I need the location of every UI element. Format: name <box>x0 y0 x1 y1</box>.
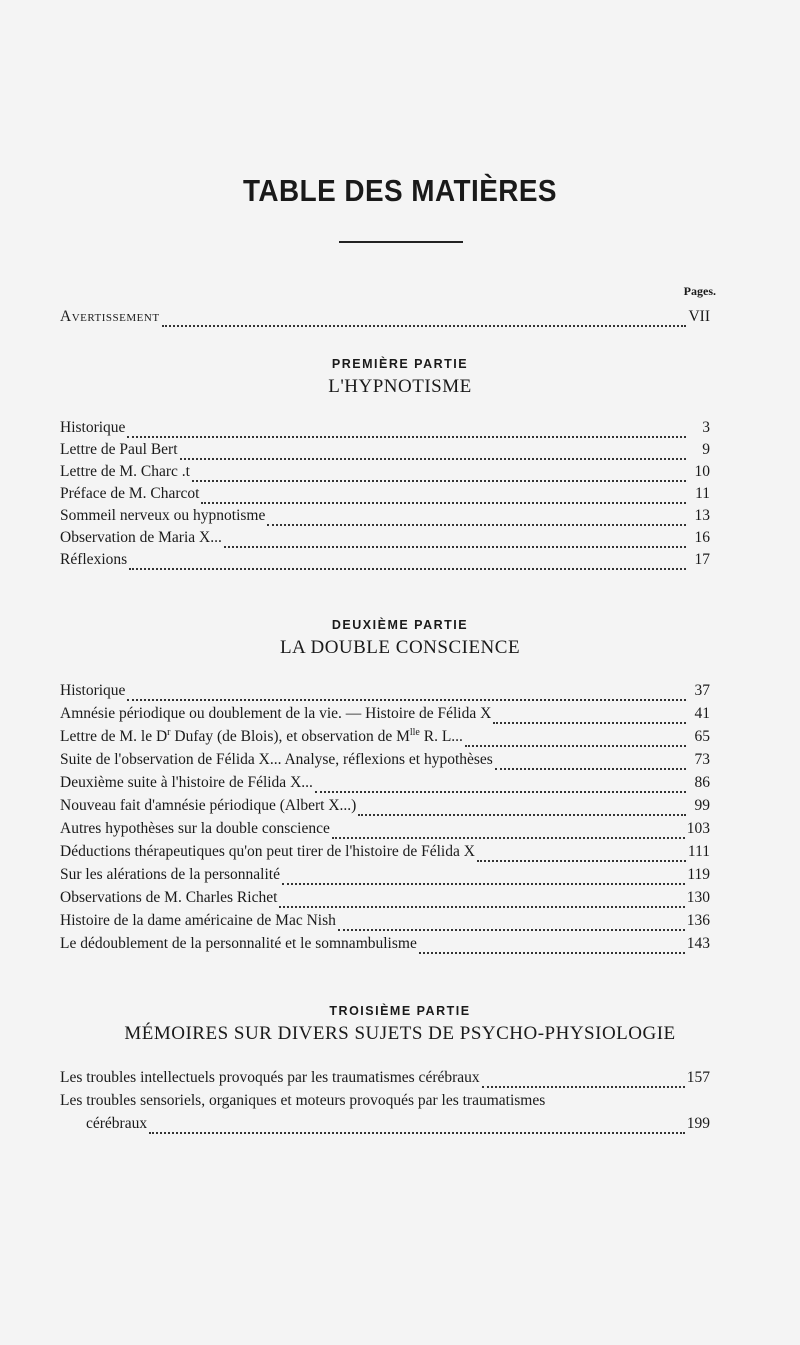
toc-entry-page: 9 <box>702 441 710 458</box>
dot-leader <box>267 512 686 526</box>
toc-entry-page: 17 <box>694 551 710 568</box>
toc-entry-label: Sommeil nerveux ou hypnotisme <box>60 507 266 524</box>
toc-entry-label: Le dédoublement de la personnalité et le somnambulisme <box>60 935 417 952</box>
toc-entry <box>60 911 710 931</box>
toc-entry-page: 13 <box>694 507 710 524</box>
dot-leader <box>358 802 686 816</box>
toc-entry-label-line2: cérébraux <box>86 1115 148 1132</box>
toc-entry <box>60 550 710 570</box>
toc-entry <box>60 528 710 548</box>
toc-entry-label-line1: Les troubles sensoriels, organiques et moteurs provoqués par les traumatismes <box>60 1092 546 1109</box>
toc-entry-page: 86 <box>694 774 710 791</box>
part-subtitle-1: L'HYPNOTISME <box>328 376 472 397</box>
title-rule <box>339 241 463 243</box>
toc-entry-label: Lettre de M. Charc .t <box>60 463 190 480</box>
toc-entry-label: Sur les alérations de la personnalité <box>60 866 280 883</box>
toc-entry <box>60 440 710 460</box>
toc-entry-label <box>60 727 463 747</box>
dot-leader <box>224 534 686 548</box>
dot-leader <box>465 733 686 747</box>
toc-entry-page: 111 <box>687 843 710 860</box>
toc-entry-page: 16 <box>694 529 710 546</box>
toc-entry-label: Deuxième suite à l'histoire de Félida X... <box>60 774 313 791</box>
part-subtitle-3: MÉMOIRES SUR DIVERS SUJETS DE PSYCHO-PHYSIOLOGIE <box>124 1023 676 1044</box>
toc-entry-label: Les troubles intellectuels provoqués par les traumatismes cérébraux <box>60 1069 480 1086</box>
dot-leader <box>127 687 686 701</box>
toc-entry-label: Observation de Maria X... <box>60 529 222 546</box>
toc-entry-label: Histoire de la dame américaine de Mac Nish <box>60 912 336 929</box>
toc-entry-label: Amnésie périodique ou doublement de la vie. — Histoire de Félida X <box>60 705 492 722</box>
dot-leader <box>192 468 686 482</box>
toc-entry-page: 119 <box>687 866 710 883</box>
toc-entry <box>60 727 710 747</box>
dot-leader <box>332 825 685 839</box>
part-subtitle-2: LA DOUBLE CONSCIENCE <box>279 637 521 658</box>
toc-entry <box>86 1114 710 1134</box>
dot-leader <box>127 424 686 438</box>
toc-entry-label: Historique <box>60 682 126 699</box>
dot-leader <box>149 1120 685 1134</box>
dot-leader <box>129 556 686 570</box>
page-title: TABLE DES MATIÈRES <box>243 173 557 208</box>
toc-entry <box>60 934 710 954</box>
toc-entry-label: Réflexions <box>60 551 128 568</box>
toc-entry-label: Suite de l'observation de Félida X... Analyse, réflexions et hypothèses <box>60 751 493 768</box>
dot-leader <box>419 940 685 954</box>
dot-leader <box>279 894 684 908</box>
toc-entry-page: 73 <box>694 751 710 768</box>
toc-entry <box>60 773 710 793</box>
superscript: lle <box>409 726 420 738</box>
dot-leader <box>315 779 686 793</box>
toc-entry <box>60 704 710 724</box>
toc-entry-page: 65 <box>694 728 710 745</box>
toc-entry-page: 199 <box>686 1115 710 1132</box>
toc-entry-page: VII <box>688 308 710 325</box>
toc-entry <box>60 681 710 701</box>
dot-leader <box>282 871 685 885</box>
toc-entry-label: Avertissement <box>60 308 160 325</box>
dot-leader <box>495 756 686 770</box>
toc-entry-page: 103 <box>686 820 710 837</box>
part-heading-1: PREMIÈRE PARTIE <box>331 357 469 371</box>
toc-entry <box>60 484 710 504</box>
toc-entry <box>60 1068 710 1088</box>
pages-column-header: Pages. <box>683 284 716 298</box>
part-heading-2: DEUXIÈME PARTIE <box>331 618 469 632</box>
superscript: r <box>167 726 171 738</box>
dot-leader <box>493 710 686 724</box>
toc-entry-page: 136 <box>686 912 710 929</box>
toc-entry-label: Autres hypothèses sur la double conscience <box>60 820 330 837</box>
label-part: Lettre de M. le D <box>60 728 168 745</box>
toc-entry-page: 157 <box>686 1069 710 1086</box>
toc-entry-label: Observations de M. Charles Richet <box>60 889 278 906</box>
toc-entry <box>60 865 710 885</box>
dot-leader <box>162 313 686 327</box>
toc-entry-page: 41 <box>694 705 710 722</box>
toc-entry-page: 130 <box>686 889 710 906</box>
toc-entry-label: Déductions thérapeutiques qu'on peut tirer de l'histoire de Félida X <box>60 843 475 860</box>
toc-entry <box>60 506 710 526</box>
toc-entry-page: 11 <box>695 485 710 502</box>
toc-entry-label: Lettre de Paul Bert <box>60 441 178 458</box>
toc-entry-label: Préface de M. Charcot <box>60 485 200 502</box>
toc-entry <box>60 418 710 438</box>
dot-leader <box>201 490 686 504</box>
dot-leader <box>180 446 687 460</box>
toc-entry-page: 3 <box>702 419 710 436</box>
dot-leader <box>477 848 686 862</box>
toc-entry-page: 143 <box>686 935 710 952</box>
toc-entry <box>60 888 710 908</box>
toc-entry-page: 10 <box>694 463 710 480</box>
dot-leader <box>482 1074 685 1088</box>
toc-entry <box>60 819 710 839</box>
toc-entry <box>60 842 710 862</box>
toc-entry <box>60 462 710 482</box>
toc-entry-page: 99 <box>694 797 710 814</box>
label-part: Dufay (de Blois), et observation de M <box>170 728 410 745</box>
toc-entry-label: Historique <box>60 419 126 436</box>
toc-entry-label: Nouveau fait d'amnésie périodique (Albert X...) <box>60 797 357 814</box>
toc-entry <box>60 796 710 816</box>
toc-entry-avertissement <box>60 307 710 327</box>
part-heading-3: TROISIÈME PARTIE <box>329 1004 471 1018</box>
toc-entry <box>60 750 710 770</box>
label-part: R. L... <box>419 728 463 745</box>
toc-entry-page: 37 <box>694 682 710 699</box>
dot-leader <box>338 917 685 931</box>
